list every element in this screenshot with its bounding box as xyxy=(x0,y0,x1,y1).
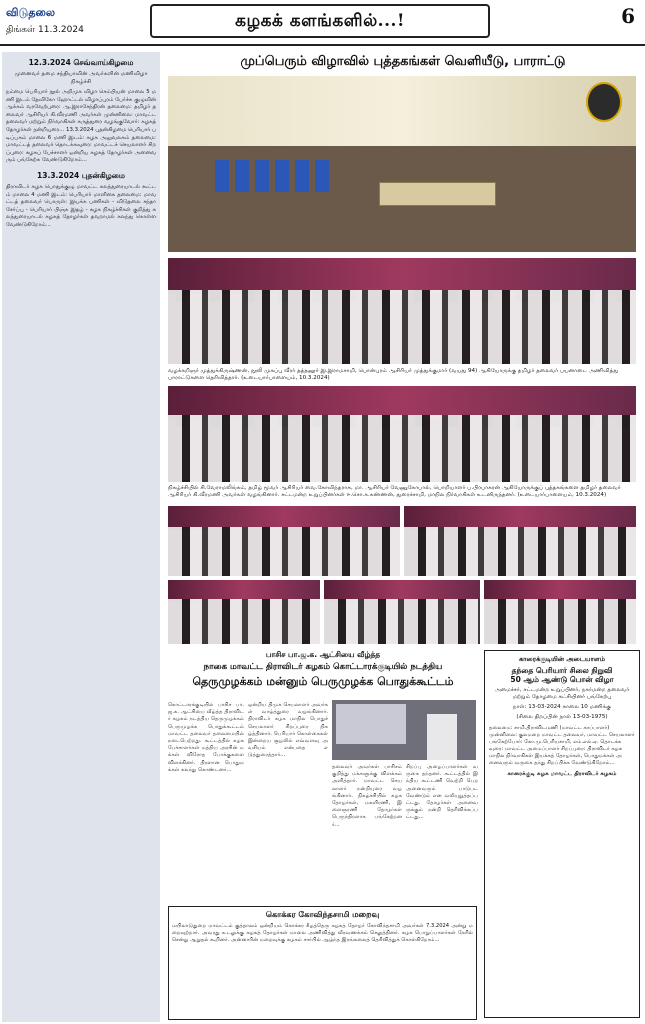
sidebar-body: நம்மை பெரியார் நூல் அறிமுக விழா செம்பியன் மாலை 5 மணி இடம் தேவிகோ ஹோட்டல் விழாப்புரம் பேர்ச்சு குழுவின் ஆக்கம் வரவேற்புரை: ஆ.இராசேந்திரன் தலைமை: தமிழர் தலைவர் ஆசிரியர் கி.வீரமணி அவர்கள் முன்னிலை: மாவட்ட தலைவர் மற்றும் நிர்வாகிகள் கருத்துரை வழங்குவோர்: கழகத் தோழர்கள் நன்றியுரை... 13.3.2024 புதன்கிழமை பெரியார் படிப்பகம் மாலை 6 மணி இடம்: கழக அலுவலகம் தலைமை: மாவட்டத் தலைவர் தொடக்கவுரை: மாவட்டச் செயலாளர் சிறப்புரை: கழகப் பேச்சாளர் ஒன்றிய கழகத் தோழர்கள் அனைவரும் பங்கேற்க வேண்டுகிறோம்... xyxy=(6,89,156,164)
newspaper-name: விடுதலை xyxy=(6,6,56,19)
stage-banner xyxy=(168,76,636,146)
photo-people xyxy=(324,599,480,644)
rally-podium xyxy=(427,714,457,760)
photo-caption-2: நிகழ்ச்சியில் சி.வேராமலிங்கம், தமிழ் மூவர் ஆசிரியர் வை.கோவிந்தராசு, மா. ஆசிரியர் வேணுகோபால், பொறியாளர் ப.பிரபாகரன் ஆகியோருக்குப் புத்தகங்களை தமிழர் தலைவர் ஆசிரியர் கி.வீரமணி அவர்கள் வழங்கினார். சட்டமன்ற உறுப்பினர்கள் ஈ.சொ.க.கண்ணன், துரைச்சாமி, மாநில நிர்வாகிகள் உடனிருந்தனர். (உடையார்பாளையம், 10.3.2024) xyxy=(168,485,621,499)
honour-photo-row2-mid xyxy=(324,580,480,644)
photo-people xyxy=(168,599,320,644)
rally-column-2: ஒன்றிய திமுக செயலாளர் அவர்கள் வாழ்த்துரை வழங்கினார். திராவிடர் கழக மாநில பொதுச் செயலாளர் சிறப்புரை நிகழ்த்தினார். பெரியார் கொள்கைகள் இன்றைய சூழலில் எவ்வளவு அவசியம் என்பதை எடுத்துரைத்தார்... xyxy=(248,702,328,759)
rally-column-4: சிறப்பு அழைப்பாளர்கள் வருகை தந்தனர். கூட்டத்தில் இந்திய கூட்டணி வெற்றி பெற அனைவரும் பாடுபட வேண்டும் என வலியுறுத்தப்பட்டது. தோழர்கள் அனைவருக்கும் நன்றி தெரிவிக்கப்பட்டது... xyxy=(406,764,478,821)
obituary-title: கொக்கர கோவிந்தசாமி மறைவு xyxy=(265,910,380,919)
honour-photo-row2-left xyxy=(168,580,320,644)
rally-column-3: தலைவர் அவர்கள் பாசிசம் குறித்து மக்களுக்கு விளக்கம் அளித்தார். மாவட்ட செயலாளர் நன்றியுரை வழங்கினார். நிகழ்ச்சியில் கழக தோழர்கள், மகளிரணி, இளைஞரணி தோழர்கள் பெருந்திரளாக பங்கேற்றனர்... xyxy=(332,764,402,828)
photo-people xyxy=(168,415,636,482)
events-sidebar xyxy=(2,52,160,1022)
photo-people xyxy=(168,527,400,576)
notice-statue-date: (சிலை திறப்பின் நாள் 13-03-1975) xyxy=(516,714,608,720)
obituary-body: மயிலாடுதுறை மாவட்டம் குத்தாலம் ஒன்றியம் கொக்கர கீழத்தெரு கழகத் தோழர் கோவிந்தசாமி அவர்கள் 7.3.2024 அன்று மறைவுற்றார். அவரது உடலுக்கு கழகத் தோழர்கள் மாலை அணிவித்து வீரவணக்கம் செலுத்தினர். கழக பொறுப்பாளர்கள் நேரில் சென்று ஆறுதல் கூறினர். அன்னாரின் மறைவுக்கு கழகம் சார்பில் ஆழ்ந்த இரங்கலைத் தெரிவித்துக் கொள்கிறோம்... xyxy=(172,923,473,943)
masthead-left xyxy=(6,6,126,36)
issue-date: திங்கள் 11.3.2024 xyxy=(6,25,84,35)
leader-portrait xyxy=(586,82,622,122)
honour-photo-row2-right xyxy=(484,580,636,644)
rally-kicker: பாசிச பா.ஜ.க. ஆட்சியை வீழ்த்த xyxy=(265,650,381,659)
photo-caption-1: வழக்கறிஞர் முத்துக்கிருஷ்ணன், நூலி முகப்பு வீரர் தத்தனூர் இ.இராமசாமி, பொன்புரம் ஆசிரியர் முத்துக்குமார் (வயது 94) ஆகியோருக்கு தமிழர் தலைவர் பயனாடை அணிவித்து பாராட்டுகளை தெரிவித்தார். (உடையார்பாளையம், 10.3.2024) xyxy=(168,368,619,382)
notice-kicker: காரைக்குடியின் அடையாளம் xyxy=(519,655,605,663)
honour-photo-left xyxy=(168,506,400,576)
rally-headline-block xyxy=(168,650,478,690)
photo-banner xyxy=(168,258,636,294)
rally-photo xyxy=(332,700,476,760)
notice-title-1: தந்தை பெரியார் சிலை நிறுவி xyxy=(511,666,613,675)
photo-people xyxy=(404,527,636,576)
masthead xyxy=(0,0,645,46)
main-headline: முப்பெரும் விழாவில் புத்தகங்கள் வெளியீடு, பாராட்டு xyxy=(240,54,566,69)
notice-date: நாள்: 13-03-2024 காலை 10 மணிக்கு xyxy=(513,704,611,710)
photo-people xyxy=(484,599,636,644)
notice-signature: காரைக்குடி கழக மாவட்ட திராவிடர் கழகம் xyxy=(507,771,617,777)
sidebar-date-heading: 12.3.2024 செவ்வாய்கிழமை xyxy=(28,58,134,67)
sidebar-intro: முனைவர் தமை சந்தியாவின் அவர்களின் மணிவிழா நிகழ்ச்சி xyxy=(14,71,148,85)
stage-photo xyxy=(168,76,636,252)
notice-body: தலைமை: சாமி.திராவிடமணி (மாவட்ட காப்பாளர்) முன்னிலை: குலமறை மாவட்ட தலைவர், மாவட்ட செயலாளர் பங்கேற்போர்: கோ.மு.பெரியசாமி, எம்.எல்.ஏ. தொடக்கவுரை: மாவட்ட அமைப்பாளர் சிறப்புரை: திராவிடர் கழக மாநில நிர்வாகிகள் இயக்கத் தோழர்கள், பொதுமக்கள் அனைவரும் வருகை தந்து சிறப்பிக்க வேண்டுகிறோம்... xyxy=(489,725,635,766)
notice-subtitle: அமைச்சர், சட்டமன்ற உறுப்பினர், நகர்மன்ற தலைவர் மற்றும் தோழமை கட்சியினர் பங்கேற்பு xyxy=(494,687,630,700)
notice-title-2: 50 ஆம் ஆண்டு பொன் விழா xyxy=(510,675,614,684)
page-number: 6 xyxy=(621,4,635,28)
section-title: கழகக் களங்களில்...! xyxy=(150,4,490,38)
rally-screen xyxy=(336,704,406,744)
sidebar-body-2: திராவிடர் கழக பொதுக்குழு மாவட்ட கலந்துரையாடல் கூட்டம் மாலை 4 மணி இடம்: பெரியார் மாளிகை தலைமை: மாவட்டத் தலைவர் பொருள்: இயக்க பணிகள் - விடுதலை சந்தா சேர்ப்பு - பெரியார் பிஞ்சு இதழ் - கழக நிகழ்ச்சிகள் குறித்து கலந்துரையாடல் கழகத் தோழர்கள் தவறாமல் கலந்து கொள்ள வேண்டுகிறோம்... xyxy=(6,183,156,228)
photo-people xyxy=(168,290,636,364)
felicitation-photo xyxy=(168,258,636,364)
book-release-photo xyxy=(168,386,636,482)
rally-headline-2: தெருமுழக்கம் மன்னும் பெருமுழக்க பொதுக்கூட்டம் xyxy=(192,675,454,688)
rally-headline-1: நாகை மாவட்ட திராவிடர் கழகம் கொட்டாரக்குடியில் நடத்திய xyxy=(203,662,443,672)
statue-anniversary-notice xyxy=(484,650,640,1018)
obituary-box xyxy=(168,906,477,1020)
stage-table xyxy=(379,182,496,207)
rally-column-1: கொட்டாரக்குடியில் பாசிச பா.ஜ.க. ஆட்சியை வீழ்த்த திராவிடர் கழகம் நடத்திய தெருமுழக்கம் பெருமுழக்க பொதுக்கூட்டம் மாவட்ட தலைவர் தலைமையில் நடைபெற்றது. கூட்டத்தில் கழக பேச்சாளர்கள் மத்திய அரசின் மக்கள் விரோத போக்குகளை விளக்கினர். திரளான பொதுமக்கள் கலந்து கொண்டனர்... xyxy=(168,702,244,773)
photo-banner xyxy=(168,386,636,419)
sidebar-date-heading-2: 13.3.2024 புதன்கிழமை xyxy=(37,170,125,180)
stage-chairs xyxy=(215,160,332,192)
honour-photo-right xyxy=(404,506,636,576)
